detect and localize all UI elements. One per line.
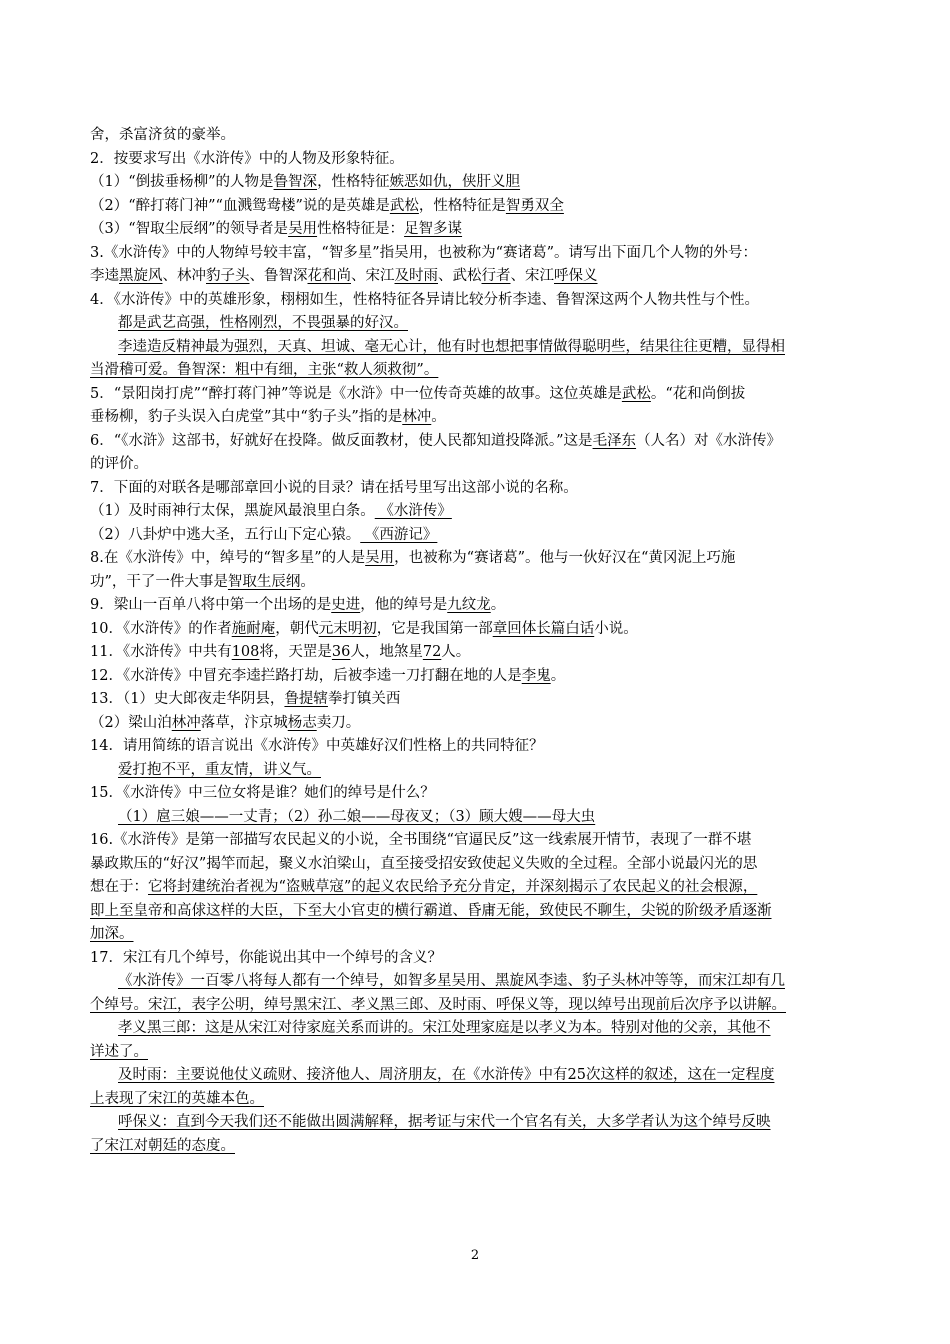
text-segment: 小说。: [594, 620, 638, 637]
text-line: [90, 806, 862, 830]
answer-text: 了宋江对朝廷的态度。: [90, 1137, 235, 1154]
answer-text: 元末明初: [318, 620, 377, 637]
text-segment: 李逵: [90, 268, 119, 284]
text-segment: ，朝代: [275, 620, 319, 637]
answer-text: 36: [331, 644, 351, 660]
text-segment: 、林冲: [162, 268, 206, 284]
document-body: [90, 124, 862, 1158]
text-line: [90, 900, 862, 924]
text-segment: 、宋江: [510, 268, 554, 284]
answer-text: 吴用: [365, 550, 395, 566]
text-segment: 10．《水浒传》的作者: [90, 620, 232, 637]
answer-text: 武松: [389, 197, 419, 214]
text-line: [90, 923, 862, 947]
text-line: [90, 876, 862, 900]
text-line: [90, 383, 862, 407]
answer-text: 行者: [481, 268, 511, 284]
text-segment: 拳打镇关西: [327, 691, 401, 707]
answer-text: 黑旋风: [119, 268, 163, 284]
text-segment: （2）八卦炉中逃大圣，五行山下定心猿。: [90, 526, 361, 543]
answer-text: 豹子头: [206, 268, 250, 284]
text-segment: 6．“《水浒》这部书，好就好在投降。做反面教材，使人民都知道投降派。”这是: [90, 432, 593, 449]
text-line: [90, 218, 862, 242]
text-segment: 16.《水浒传》是第一部描写农民起义的小说，全书围绕“官逼民反”这一线索展开情节，表现了一群不堪: [90, 832, 752, 848]
answer-text: 呼保义：直到今天我们还不能做出圆满解释，据考证与宋代一个官名有关，大多学者认为这个绰号反映: [118, 1114, 771, 1130]
answer-text: 它将封建统治者视为“盗贼草寇”的起义农民给予充分肯定，并深刻揭示了农民起义的社会根源，: [148, 879, 758, 895]
text-segment: （人名）对《水浒传》: [636, 432, 782, 449]
text-line: [90, 265, 862, 289]
text-segment: （3）“智取尘辰纲”的领导者是: [90, 221, 289, 237]
text-line: [90, 853, 862, 877]
text-line: [90, 688, 862, 712]
answer-text: 加深。: [90, 926, 134, 942]
text-segment: ，性格特征是: [418, 197, 506, 214]
answer-text: 林冲: [402, 409, 432, 425]
text-line: [90, 665, 862, 689]
answer-text: 花和尚: [307, 268, 351, 284]
text-line: [90, 994, 862, 1018]
text-line: [90, 359, 862, 383]
answer-text: 李逵造反精神最为强烈，天真、坦诚、毫无心计，他有时也想把事情做得聪明些，结果往往更糟，显得相: [118, 338, 785, 355]
text-line: [90, 453, 862, 477]
text-segment: 。: [490, 597, 506, 613]
answer-text: 都是武艺高强，性格刚烈，不畏强暴的好汉。: [118, 315, 408, 331]
text-segment: 。: [431, 409, 446, 425]
text-segment: 暴政欺压的“好汉”揭竿而起，聚义水泊梁山，直至接受招安致使起义失败的全过程。全部小说最闪光的思: [90, 855, 758, 872]
text-line: [90, 312, 862, 336]
answer-text: 详述了。: [90, 1043, 148, 1060]
answer-text: 史进: [331, 597, 361, 613]
text-segment: 人。: [441, 644, 471, 660]
answer-text: 杨志: [287, 714, 317, 731]
answer-text: 即上至皇帝和高俅这样的大臣，下至大小官吏的横行霸道、昏庸无能，致使民不聊生，尖锐的阶级矛盾逐渐: [90, 902, 772, 919]
text-segment: 。“花和尚倒拔: [650, 385, 746, 402]
text-line: [90, 735, 862, 759]
text-segment: 15．《水浒传》中三位女将是谁？她们的绰号是什么？: [90, 785, 435, 801]
text-segment: 9．梁山一百单八将中第一个出场的是: [90, 597, 332, 613]
text-segment: 11．《水浒传》中共有: [90, 644, 232, 660]
text-segment: ，他的绰号是: [360, 597, 448, 613]
text-segment: 7．下面的对联各是哪部章回小说的目录？请在括号里写出这部小说的名称。: [90, 479, 578, 496]
text-segment: 、宋江: [351, 268, 395, 284]
text-segment: 4．《水浒传》中的英雄形象，栩栩如生，性格特征各异请比较分析李逵、鲁智深这两个人物共性与个性。: [90, 291, 759, 308]
answer-text: （1）扈三娘——一丈青；（2）孙二娘——母夜叉；（3）顾大嫂——母大虫: [118, 808, 596, 825]
text-segment: 。: [550, 667, 566, 684]
text-line: [90, 594, 862, 618]
answer-text: 毛泽东: [592, 432, 637, 449]
text-line: [90, 171, 862, 195]
answer-text: 72: [422, 644, 442, 660]
text-line: [90, 195, 862, 219]
text-line: [90, 1064, 862, 1088]
text-segment: ，也被称为“赛诸葛”。他与一伙好汉在“黄冈泥上巧施: [394, 550, 736, 566]
answer-text: 章回体长篇白话: [492, 620, 595, 637]
text-segment: ，性格特征: [317, 174, 390, 190]
text-line: [90, 547, 862, 571]
text-line: [90, 148, 862, 172]
text-line: [90, 336, 862, 360]
text-segment: 、武松: [438, 268, 482, 284]
answer-text: 九纹龙: [447, 597, 491, 613]
text-line: [90, 1088, 862, 1112]
text-segment: 8.在《水浒传》中，绰号的“智多星”的人是: [90, 550, 366, 566]
answer-text: 李鬼: [521, 667, 551, 684]
answer-text: 智取生辰纲: [227, 573, 301, 590]
text-segment: 17．宋江有几个绰号，你能说出其中一个绰号的含义？: [90, 949, 442, 966]
text-line: [90, 242, 862, 266]
answer-text: 武松: [621, 385, 651, 402]
answer-text: 足智多谋: [404, 221, 463, 237]
text-line: [90, 641, 862, 665]
text-line: [90, 406, 862, 430]
answer-text: 《水浒传》: [374, 503, 452, 519]
text-line: [90, 571, 862, 595]
text-segment: 12．《水浒传》中冒充李逵拦路打劫，后被李逵一刀打翻在地的人是: [90, 667, 522, 684]
text-line: [90, 970, 862, 994]
text-segment: 性格特征是：: [317, 221, 405, 237]
text-line: [90, 712, 862, 736]
text-line: [90, 1017, 862, 1041]
answer-text: 个绰号。宋江，表字公明，绰号黑宋江、孝义黑三郎、及时雨、呼保义等，现以绰号出现前后次序予以讲解。: [90, 996, 786, 1013]
text-segment: 。: [300, 573, 315, 590]
text-segment: ，它是我国第一部: [376, 620, 493, 637]
text-line: [90, 1111, 862, 1135]
text-line: [90, 524, 862, 548]
answer-text: 施耐庵: [231, 620, 276, 637]
answer-text: 孝义黑三郎：这是从宋江对待家庭关系而讲的。宋江处理家庭是以孝义为本。特别对他的父亲，其他不: [118, 1020, 771, 1036]
text-segment: 13．（1）史大郎夜走华阴县，: [90, 691, 285, 707]
text-segment: 垂杨柳，豹子头误入白虎堂”其中“豹子头”指的是: [90, 409, 403, 425]
answer-text: 吴用: [288, 221, 318, 237]
answer-text: 嫉恶如仇，侠肝义胆: [389, 174, 521, 190]
text-segment: 2．按要求写出《水浒传》中的人物及形象特征。: [90, 150, 404, 167]
text-segment: 功”，干了一件大事是: [90, 573, 228, 590]
text-segment: 想在于：: [90, 879, 148, 895]
text-segment: 落草，汴京城: [200, 714, 288, 731]
text-segment: （1）“倒拔垂杨柳”的人物是: [90, 174, 274, 190]
text-line: [90, 477, 862, 501]
answer-text: 鲁智深: [273, 174, 318, 190]
answer-text: 上表现了宋江的英雄本色。: [90, 1090, 264, 1107]
text-line: [90, 782, 862, 806]
text-line: [90, 947, 862, 971]
text-line: [90, 618, 862, 642]
text-line: [90, 430, 862, 454]
text-segment: 舍，杀富济贫的豪举。: [90, 127, 235, 143]
text-segment: （2）“醉打蒋门神”“血溅鸳鸯楼”说的是英雄是: [90, 197, 390, 214]
answer-text: 鲁提辖: [284, 691, 328, 707]
text-segment: 的评价。: [90, 456, 148, 472]
text-segment: 3.《水浒传》中的人物绰号较丰富，“智多星”指吴用，也被称为“赛诸葛”。请写出下面几个人物的外号：: [90, 244, 757, 261]
text-segment: 、鲁智深: [249, 268, 308, 284]
text-segment: 5．“景阳岗打虎”“醉打蒋门神”等说是《水浒》中一位传奇英雄的故事。这位英雄是: [90, 385, 622, 402]
text-line: [90, 1041, 862, 1065]
answer-text: 及时雨：主要说他仗义疏财、接济他人、周济朋友，在《水浒传》中有25次这样的叙述，这在一定程度: [118, 1067, 775, 1083]
text-segment: （1）及时雨神行太保，黑旋风最浪里白条。: [90, 503, 375, 519]
text-line: [90, 829, 862, 853]
text-line: [90, 289, 862, 313]
text-line: [90, 1135, 862, 1159]
page-number: 2: [470, 1248, 480, 1263]
answer-text: 智勇双全: [505, 197, 564, 214]
text-line: [90, 500, 862, 524]
text-segment: 人，地煞星: [350, 644, 423, 660]
answer-text: 爱打抱不平，重友情，讲义气。: [118, 761, 321, 778]
answer-text: 当滑稽可爱。鲁智深：粗中有细，主张“救人须救彻”。: [90, 362, 439, 378]
text-segment: （2）梁山泊: [90, 714, 172, 731]
answer-text: 《西游记》: [360, 526, 438, 543]
answer-text: 108: [231, 644, 260, 660]
text-segment: 卖刀。: [316, 714, 361, 731]
answer-text: 林冲: [171, 714, 201, 731]
text-segment: 14．请用简练的语言说出《水浒传》中英雄好汉们性格上的共同特征？: [90, 738, 544, 754]
answer-text: 呼保义: [554, 268, 598, 284]
text-segment: 将，天罡是: [259, 644, 332, 660]
answer-text: 《水浒传》一百零八将每人都有一个绰号，如智多星吴用、黑旋风李逵、豹子头林冲等等，而宋江却有几: [118, 973, 785, 989]
text-line: [90, 759, 862, 783]
answer-text: 及时雨: [394, 268, 438, 284]
text-line: [90, 124, 862, 148]
